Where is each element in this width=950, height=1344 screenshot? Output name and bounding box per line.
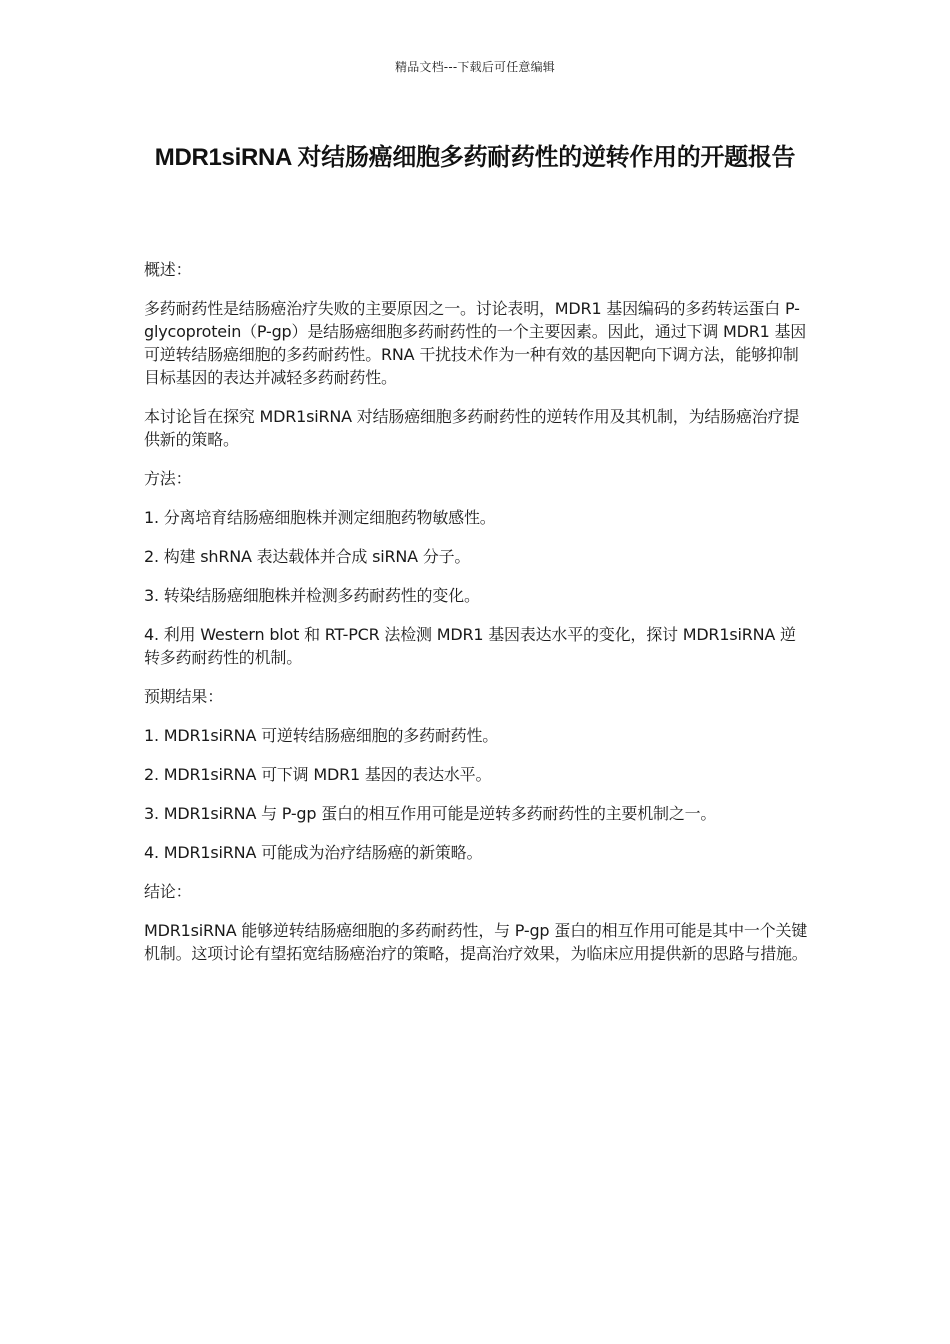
results-item-2: 2. MDR1siRNA 可下调 MDR1 基因的表达水平。 — [144, 765, 492, 784]
methods-item-1: 1. 分离培育结肠癌细胞株并测定细胞药物敏感性。 — [144, 508, 496, 527]
results-item-3: 3. MDR1siRNA 与 P-gp 蛋白的相互作用可能是逆转多药耐药性的主要机制之一。 — [144, 804, 717, 823]
methods-item-4: 4. 利用 Western blot 和 RT-PCR 法检测 MDR1 基因表达水平的变化，探讨 MDR1siRNA 逆转多药耐药性的机制。 — [144, 625, 796, 667]
page-header: 精品文档---下载后可任意编辑 — [395, 60, 555, 74]
document-title: MDR1siRNA 对结肠癌细胞多药耐药性的逆转作用的开题报告 — [154, 144, 796, 171]
methods-heading: 方法： — [144, 469, 192, 488]
results-heading: 预期结果： — [144, 687, 224, 706]
overview-heading: 概述： — [144, 260, 192, 279]
results-item-4: 4. MDR1siRNA 可能成为治疗结肠癌的新策略。 — [144, 843, 483, 862]
results-item-1: 1. MDR1siRNA 可逆转结肠癌细胞的多药耐药性。 — [144, 726, 499, 745]
conclusion-heading: 结论： — [144, 882, 192, 901]
overview-paragraph-2: 本讨论旨在探究 MDR1siRNA 对结肠癌细胞多药耐药性的逆转作用及其机制，为结肠癌治疗提供新的策略。 — [144, 407, 800, 449]
methods-item-2: 2. 构建 shRNA 表达载体并合成 siRNA 分子。 — [144, 547, 471, 566]
overview-paragraph-1: 多药耐药性是结肠癌治疗失败的主要原因之一。讨论表明，MDR1 基因编码的多药转运蛋白 P-glycoprotein（P-gp）是结肠癌细胞多药耐药性的一个主要因素。因此，通过下调 MDR1 基因可逆转结肠癌细胞的多药耐药性。RNA 干扰技术作为一种有效的基因靶向下调方法，能够抑制目标基因的表达并减轻多药耐药性。 — [144, 299, 807, 387]
conclusion-paragraph: MDR1siRNA 能够逆转结肠癌细胞的多药耐药性，与 P-gp 蛋白的相互作用可能是其中一个关键机制。这项讨论有望拓宽结肠癌治疗的策略，提高治疗效果，为临床应用提供新的思路与措施。 — [144, 921, 808, 963]
methods-item-3: 3. 转染结肠癌细胞株并检测多药耐药性的变化。 — [144, 586, 480, 605]
document-body — [144, 258, 808, 981]
